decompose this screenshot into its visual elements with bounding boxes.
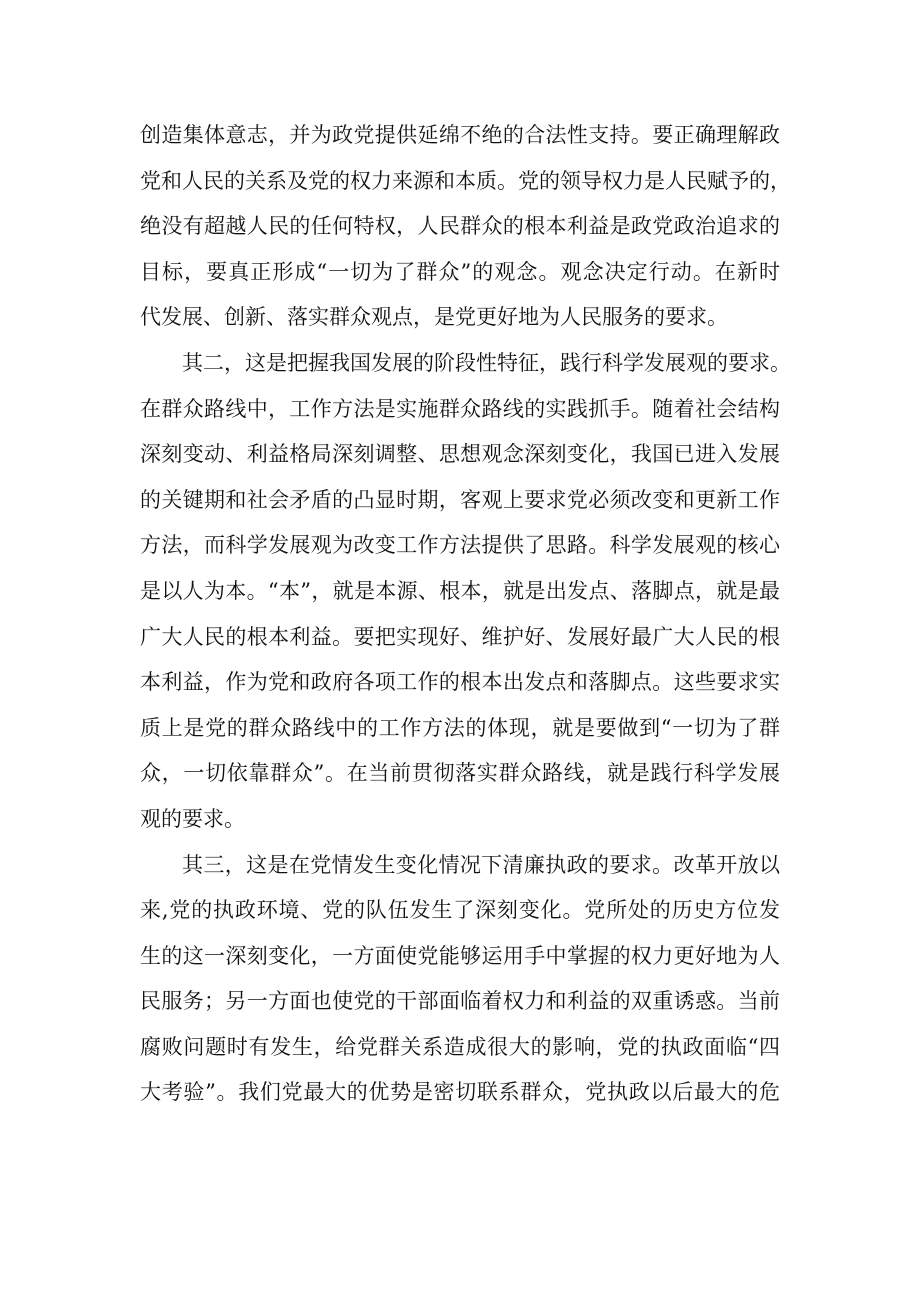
- paragraph-line: 代发展、创新、落实群众观点，是党更好地为人民服务的要求。: [140, 305, 728, 330]
- paragraph: [140, 341, 791, 843]
- paragraph-line: 众，一切依靠群众”。在当前贯彻落实群众路线，就是践行科学发展: [140, 761, 780, 786]
- paragraph-line: 在群众路线中，工作方法是实施群众路线的实践抓手。随着社会结构: [140, 396, 780, 421]
- paragraph-line: 来,党的执政环境、党的队伍发生了深刻变化。党所处的历史方位发: [140, 898, 780, 923]
- paragraph-line: 党和人民的关系及党的权力来源和本质。党的领导权力是人民赋予的，: [140, 168, 791, 193]
- paragraph-line: 质上是党的群众路线中的工作方法的体现，就是要做到“一切为了群: [140, 715, 780, 740]
- paragraph: [140, 113, 791, 341]
- paragraph-line: 本利益，作为党和政府各项工作的根本出发点和落脚点。这些要求实: [140, 670, 780, 695]
- paragraph-line: 创造集体意志，并为政党提供延绵不绝的合法性支持。要正确理解政: [140, 123, 780, 147]
- paragraph-line: 其二，这是把握我国发展的阶段性特征，践行科学发展观的要求。: [182, 350, 791, 375]
- paragraph-line: 广大人民的根本利益。要把实现好、维护好、发展好最广大人民的根: [140, 624, 780, 649]
- paragraph-line: 深刻变动、利益格局深刻调整、思想观念深刻变化，我国已进入发展: [140, 442, 780, 467]
- paragraph-line: 的关键期和社会矛盾的凸显时期，客观上要求党必须改变和更新工作: [140, 487, 780, 512]
- paragraph-line: 大考验”。我们党最大的优势是密切联系群众，党执政以后最大的危: [140, 1080, 780, 1105]
- paragraph-line: 生的这一深刻变化，一方面使党能够运用手中掌握的权力更好地为人: [140, 943, 780, 968]
- paragraph-line: 绝没有超越人民的任何特权，人民群众的根本利益是政党政治追求的: [140, 214, 780, 239]
- paragraph-line: 民服务；另一方面也使党的干部面临着权力和利益的双重诱惑。当前: [140, 989, 780, 1014]
- paragraph-line: 其三，这是在党情发生变化情况下清廉执政的要求。改革开放以: [182, 852, 780, 877]
- paragraph-line: 是以人为本。“本”，就是本源、根本，就是出发点、落脚点，就是最: [140, 578, 780, 603]
- paragraph-line: 腐败问题时有发生，给党群关系造成很大的影响，党的执政面临“四: [140, 1034, 780, 1059]
- paragraph-line: 观的要求。: [140, 806, 245, 831]
- paragraph-line: 方法，而科学发展观为改变工作方法提供了思路。科学发展观的核心: [140, 533, 780, 558]
- paragraph-line: 目标，要真正形成“一切为了群众”的观念。观念决定行动。在新时: [140, 259, 780, 284]
- paragraph: [140, 843, 780, 1117]
- document-body: [140, 113, 791, 1116]
